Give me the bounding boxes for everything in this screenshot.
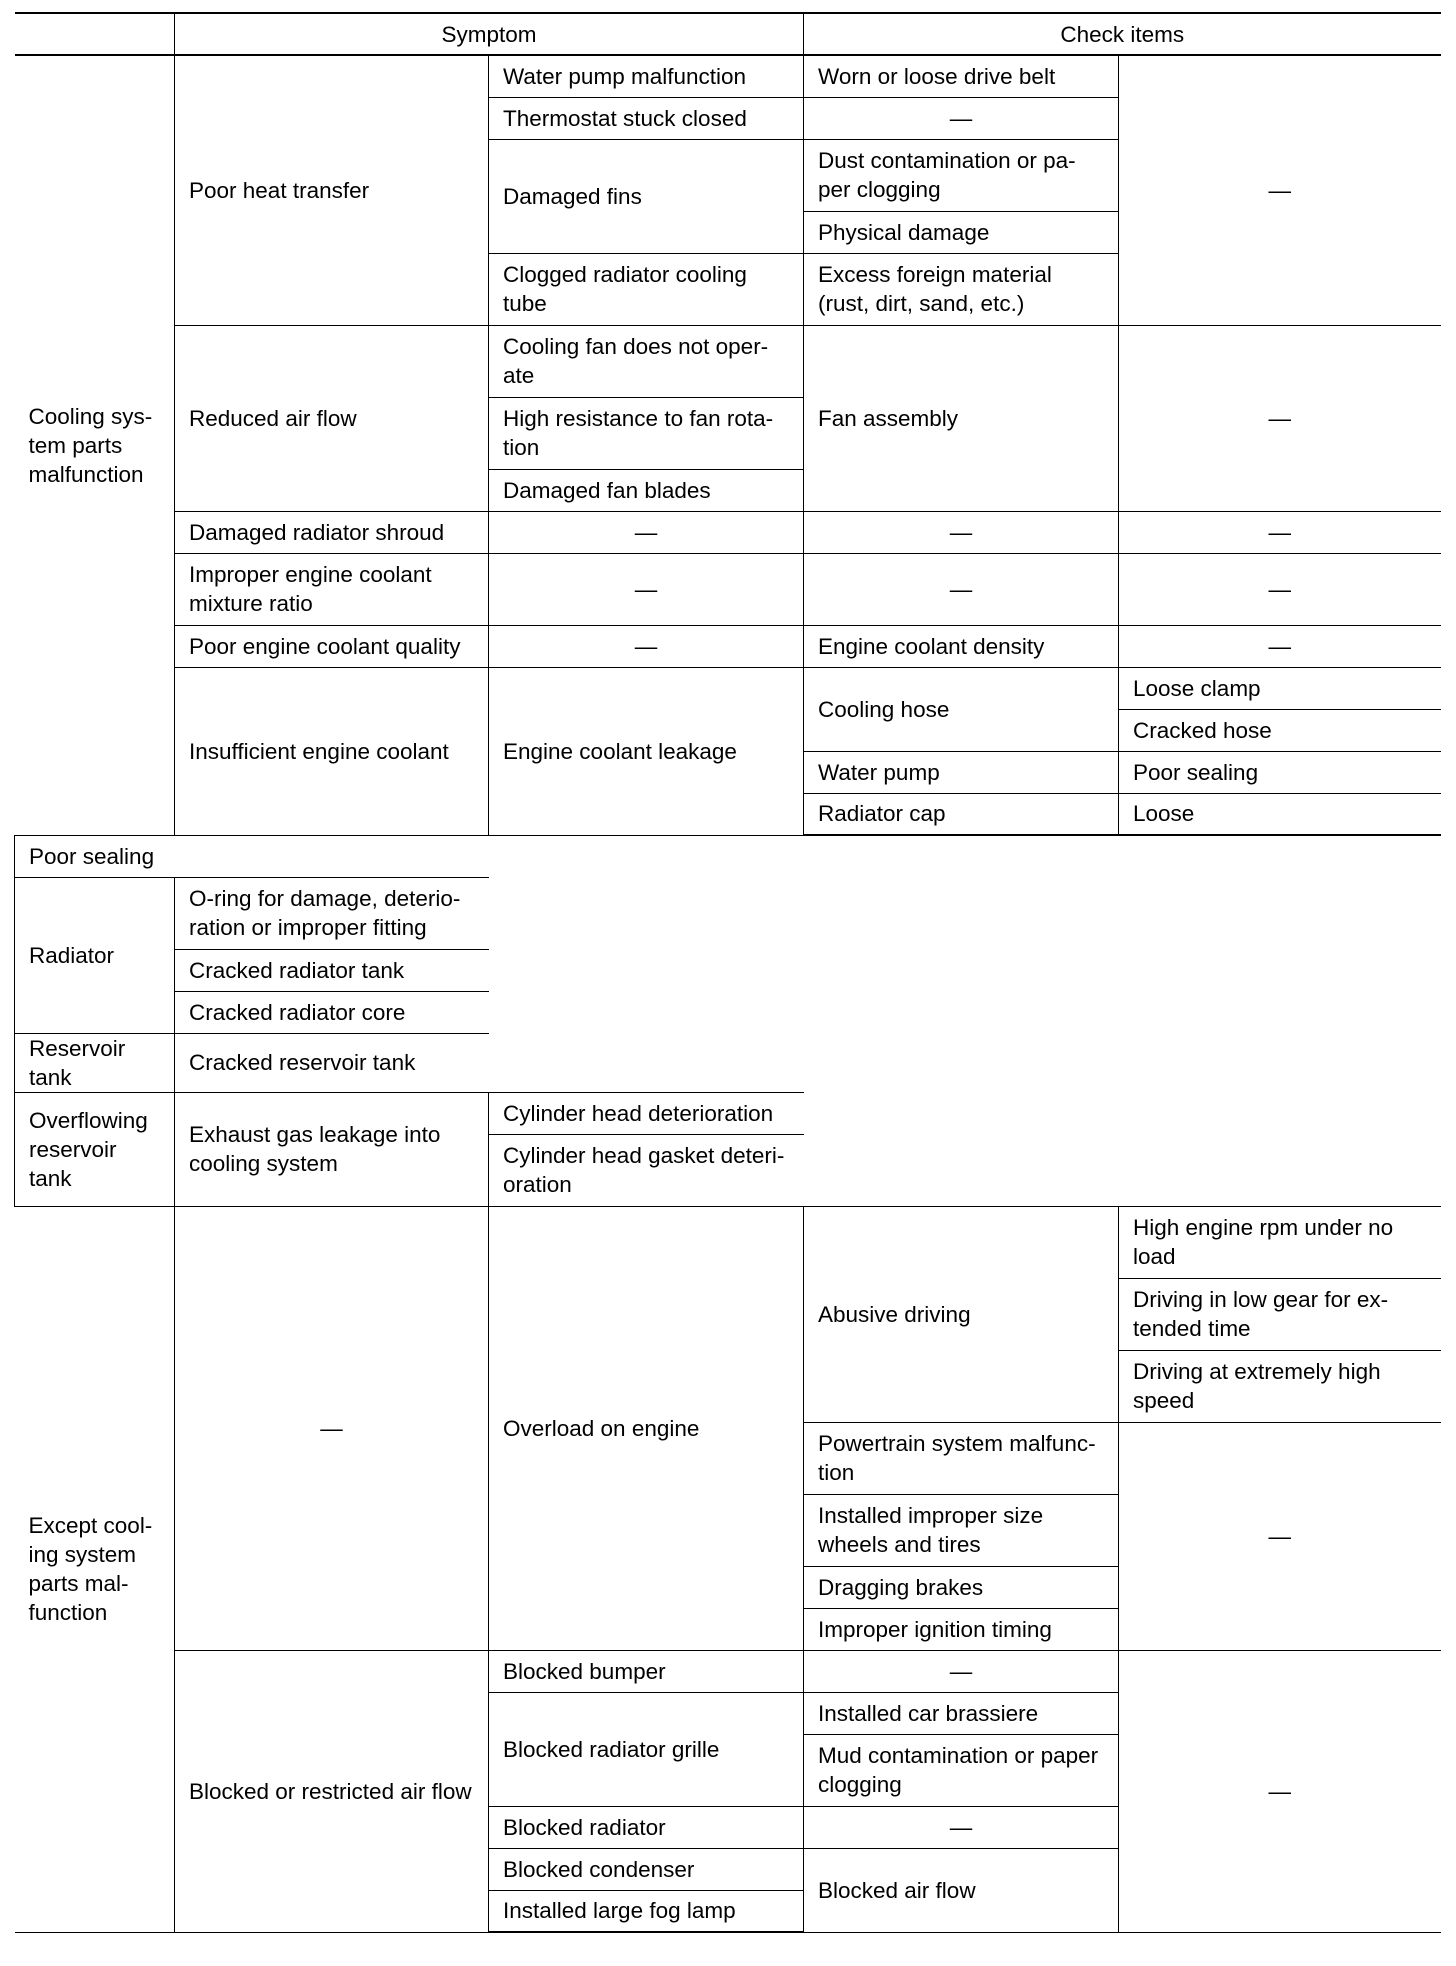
sub-damaged-blades: Damaged fan blades bbox=[489, 469, 804, 511]
check-dash: — bbox=[804, 1650, 1119, 1692]
check-dust-contamination: Dust contamination or pa- per clogging bbox=[804, 139, 1119, 211]
symptom-reduced-air-flow: Reduced air flow bbox=[175, 325, 489, 511]
symptom-damaged-shroud: Damaged radiator shroud bbox=[175, 511, 489, 553]
check-drive-belt: Worn or loose drive belt bbox=[804, 55, 1119, 97]
detail-high-rpm: High engine rpm under no load bbox=[1119, 1206, 1441, 1278]
sub-dash: — bbox=[489, 511, 804, 553]
sub-overflowing-reservoir: Overflowing reservoir tank bbox=[15, 1092, 175, 1206]
check-physical-damage: Physical damage bbox=[804, 211, 1119, 253]
detail-cracked-hose: Cracked hose bbox=[1119, 709, 1441, 751]
check-powertrain: Powertrain system malfunc- tion bbox=[804, 1422, 1119, 1494]
header-blank bbox=[15, 13, 175, 55]
detail-dash: — bbox=[1119, 1422, 1441, 1650]
detail-dash: — bbox=[1119, 325, 1441, 511]
detail-high-speed: Driving at extremely high speed bbox=[1119, 1350, 1441, 1422]
detail-cracked-reservoir: Cracked reservoir tank bbox=[175, 1033, 489, 1092]
detail-poor-sealing: Poor sealing bbox=[15, 835, 175, 877]
detail-dash: — bbox=[1119, 625, 1441, 667]
check-fan-assembly: Fan assembly bbox=[804, 325, 1119, 511]
detail-oring: O-ring for damage, deterio- ration or improper fitting bbox=[175, 877, 489, 949]
detail-gasket-deterioration: Cylinder head gasket deteri- oration bbox=[489, 1134, 804, 1206]
symptom-improper-mixture: Improper engine coolant mixture ratio bbox=[175, 553, 489, 625]
troubleshooting-table bbox=[14, 12, 1441, 1933]
check-car-brassiere: Installed car brassiere bbox=[804, 1692, 1119, 1734]
detail-dash: — bbox=[1119, 553, 1441, 625]
detail-loose: Loose bbox=[1119, 793, 1441, 835]
detail-head-deterioration: Cylinder head deterioration bbox=[489, 1092, 804, 1134]
sub-coolant-leakage: Engine coolant leakage bbox=[489, 667, 804, 835]
sub-blocked-condenser: Blocked condenser bbox=[489, 1848, 804, 1890]
sub-blocked-bumper: Blocked bumper bbox=[489, 1650, 804, 1692]
detail-cracked-radiator-core: Cracked radiator core bbox=[175, 991, 489, 1033]
check-dash: — bbox=[804, 1806, 1119, 1848]
sub-dash: — bbox=[489, 553, 804, 625]
detail-cracked-radiator-tank: Cracked radiator tank bbox=[175, 949, 489, 991]
sub-fog-lamp: Installed large fog lamp bbox=[489, 1890, 804, 1932]
check-dash: — bbox=[804, 97, 1119, 139]
group-cooling-system: Cooling sys- tem parts malfunction bbox=[15, 55, 175, 835]
detail-loose-clamp: Loose clamp bbox=[1119, 667, 1441, 709]
detail-low-gear: Driving in low gear for ex- tended time bbox=[1119, 1278, 1441, 1350]
sub-high-resistance: High resistance to fan rota- tion bbox=[489, 397, 804, 469]
detail-dash: — bbox=[1119, 1650, 1441, 1932]
sub-damaged-fins: Damaged fins bbox=[489, 139, 804, 253]
detail-dash: — bbox=[1119, 55, 1441, 325]
symptom-insufficient-coolant: Insufficient engine coolant bbox=[175, 667, 489, 835]
detail-dash: — bbox=[1119, 511, 1441, 553]
sub-blocked-radiator: Blocked radiator bbox=[489, 1806, 804, 1848]
group-except-cooling: Except cool- ing system parts mal- function bbox=[15, 1206, 175, 1932]
check-ignition-timing: Improper ignition timing bbox=[804, 1608, 1119, 1650]
sub-blocked-grille: Blocked radiator grille bbox=[489, 1692, 804, 1806]
sub-thermostat: Thermostat stuck closed bbox=[489, 97, 804, 139]
check-mud-contamination: Mud contamination or paper clogging bbox=[804, 1734, 1119, 1806]
check-dash: — bbox=[804, 553, 1119, 625]
symptom-poor-quality: Poor engine coolant quality bbox=[175, 625, 489, 667]
check-radiator-cap: Radiator cap bbox=[804, 793, 1119, 835]
check-dash: — bbox=[804, 511, 1119, 553]
sub-overload-engine: Overload on engine bbox=[489, 1206, 804, 1650]
check-dragging-brakes: Dragging brakes bbox=[804, 1566, 1119, 1608]
sub-water-pump-malfunction: Water pump malfunction bbox=[489, 55, 804, 97]
symptom-poor-heat-transfer: Poor heat transfer bbox=[175, 55, 489, 325]
sub-fan-not-operate: Cooling fan does not oper- ate bbox=[489, 325, 804, 397]
check-exhaust-gas-leakage: Exhaust gas leakage into cooling system bbox=[175, 1092, 489, 1206]
check-water-pump: Water pump bbox=[804, 751, 1119, 793]
detail-poor-sealing: Poor sealing bbox=[1119, 751, 1441, 793]
check-reservoir-tank: Reservoir tank bbox=[15, 1033, 175, 1092]
header-symptom: Symptom bbox=[175, 13, 804, 55]
sub-dash: — bbox=[489, 625, 804, 667]
check-wheels-tires: Installed improper size wheels and tires bbox=[804, 1494, 1119, 1566]
symptom-dash: — bbox=[175, 1206, 489, 1650]
check-radiator: Radiator bbox=[15, 877, 175, 1033]
check-abusive-driving: Abusive driving bbox=[804, 1206, 1119, 1422]
sub-clogged-tube: Clogged radiator cooling tube bbox=[489, 253, 804, 325]
check-foreign-material: Excess foreign material (rust, dirt, sand, etc.) bbox=[804, 253, 1119, 325]
symptom-blocked-air-flow: Blocked or restricted air flow bbox=[175, 1650, 489, 1932]
check-coolant-density: Engine coolant density bbox=[804, 625, 1119, 667]
header-check-items: Check items bbox=[804, 13, 1441, 55]
check-blocked-air-flow: Blocked air flow bbox=[804, 1848, 1119, 1932]
check-cooling-hose: Cooling hose bbox=[804, 667, 1119, 751]
